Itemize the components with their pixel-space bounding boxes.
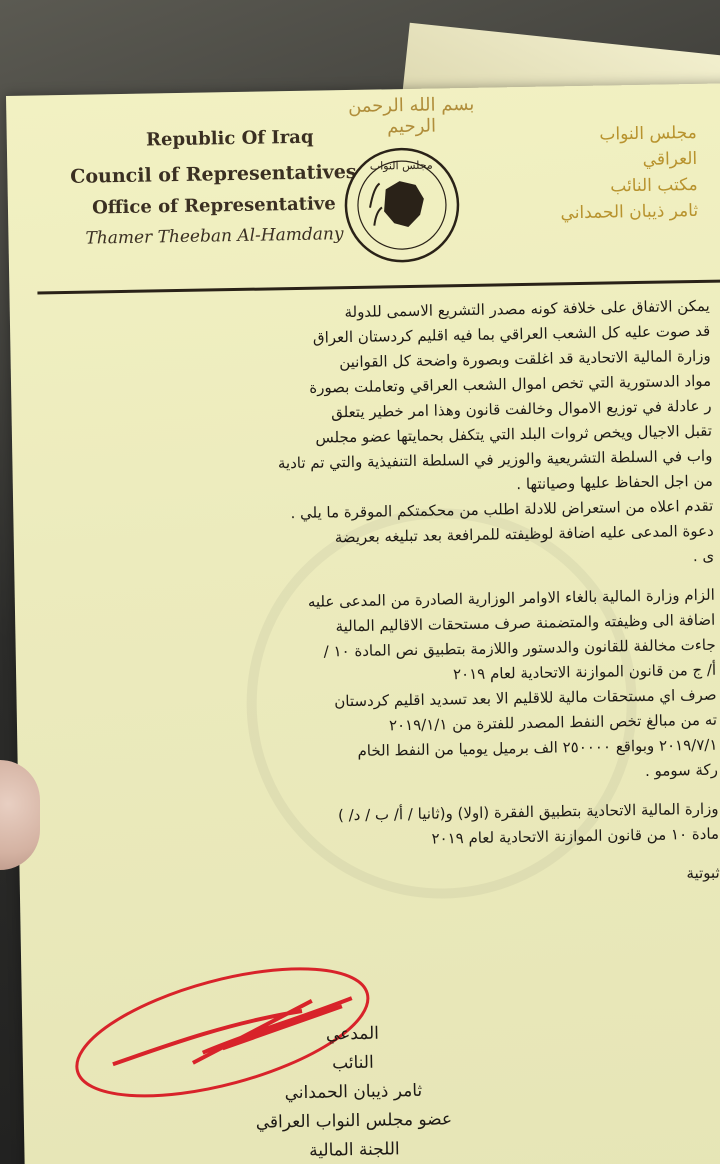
body-line: قد صوت عليه كل الشعب العراقي بما فيه اقليم كردستان العراق [312, 321, 711, 347]
body-line: يمكن الاتفاق على خلافة كونه مصدر التشريع الاسمى للدولة [344, 296, 710, 322]
body-line: ر عادلة في توزيع الاموال وخالفت قانون وهذا امر خطير يتعلق [330, 396, 712, 422]
signatory-title: النائب [331, 1052, 374, 1074]
body-line: وزارة المالية الاتحادية بتطبيق الفقرة (اولا) و(ثانيا / أ/ ب / د/ ) [337, 799, 719, 825]
body-line: من اجل الحفاظ عليها وصيانتها . [516, 471, 713, 494]
signature-block [222, 1018, 484, 1164]
header-republic: Republic Of Iraq [145, 126, 314, 151]
letterhead-english [63, 126, 365, 249]
body-line: تقدم اعلاه من استعراض للادلة اطلب من محكمتكم الموقرة ما يلي . [290, 496, 714, 523]
header-representative-name: Thamer Theeban Al-Hamdany [85, 224, 344, 249]
header-divider [37, 279, 720, 294]
body-line: ثبوتية [686, 863, 720, 883]
body-line: دعوة المدعى عليه اضافة لوظيفته للمرافعة بعد تبليغه بعريضة [334, 521, 714, 547]
header-council: Council of Representatives [70, 160, 357, 188]
gold-title-line: مكتب النائب [610, 174, 698, 197]
body-line: ى . [692, 546, 715, 566]
body-line: صرف اي مستحقات مالية للاقليم الا بعد تسديد اقليم كردستان [334, 685, 717, 711]
body-line: أ/ ج من قانون الموازنة الاتحادية لعام ٢٠١٩ [452, 660, 717, 684]
signatory-role: المدعي [325, 1023, 380, 1045]
body-line: وزارة المالية الاتحادية قد اغلقت وبصورة واضحة كل القوانين [339, 346, 711, 372]
body-line: تقبل الاجيال ويخص ثروات البلد التي يتكفل بحمايتها عضو مجلس [315, 421, 713, 447]
body-line: ٢٠١٩/٧/١ وبواقع ٢٥٠٠٠٠ الف برميل يوميا من النفط الخام [357, 735, 718, 760]
body-line: ركة سومو . [644, 760, 719, 780]
gold-embossed-title [547, 120, 699, 227]
document-body [70, 294, 720, 897]
document-page [6, 83, 720, 1164]
emblem-caption: مجلس النواب [369, 158, 433, 173]
body-line: مادة ١٠ من قانون الموازنة الاتحادية لعام ٢٠١٩ [431, 824, 720, 848]
header-office: Office of Representative [91, 193, 336, 219]
signatory-committee: اللجنة المالية [309, 1139, 400, 1161]
signatory-name: ثامر ذيبان الحمداني [284, 1080, 423, 1104]
gold-title-line: مجلس النواب العراقي [599, 122, 698, 170]
body-line: ته من مبالغ تخص النفط المصدر للفترة من ٢٠١٩/١/١ [388, 710, 718, 735]
body-line: واب في السلطة التشريعية والوزير في السلطة التنفيذية والتي تم تادية [277, 446, 713, 473]
body-line: اضافة الى وظيفته والمتضمنة صرف مستحقات الاقاليم المالية [335, 610, 716, 636]
body-line: الزام وزارة المالية بالغاء الاوامر الوزارية الصادرة من المدعى عليه [307, 585, 715, 611]
body-line: مواد الدستورية التي تخص اموال الشعب العراقي وتعاملت بصورة [309, 371, 712, 397]
body-line: جاءت مخالفة للقانون والدستور واللازمة بتطبيق نص المادة ١٠ / [323, 635, 716, 661]
signatory-membership: عضو مجلس النواب العراقي [255, 1109, 453, 1133]
council-emblem-icon [341, 144, 463, 266]
basmala-calligraphy: بسم الله الرحمن الرحيم [347, 93, 475, 138]
gold-title-line: ثامر ذيبان الحمداني [560, 200, 699, 224]
